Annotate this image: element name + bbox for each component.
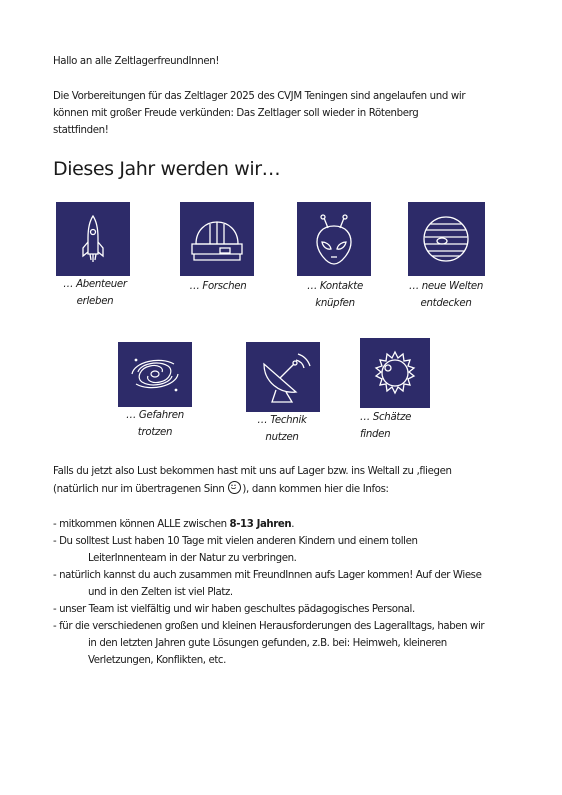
activity-caption-5-line2: trotzen bbox=[137, 427, 173, 438]
activity-caption-7-line1: … Schätze bbox=[360, 412, 412, 423]
activity-caption-4 bbox=[404, 278, 488, 312]
activity-caption-1-line2: erleben bbox=[76, 296, 114, 307]
intro-line-1: Die Vorbereitungen für das Zeltlager 2025 des CVJM Teningen sind angelaufen und wir bbox=[53, 91, 466, 102]
info-intro-line-2 bbox=[53, 481, 389, 498]
activity-caption-3 bbox=[298, 278, 372, 312]
activity-caption-1-line1: … Abenteuer bbox=[63, 279, 127, 290]
activity-caption-6-line2: nutzen bbox=[265, 432, 299, 443]
age-range: 8-13 Jahren bbox=[229, 519, 292, 530]
list-item-5-cont-2: Verletzungen, Konflikten, etc. bbox=[88, 655, 226, 666]
list-item-5-cont-1: in den letzten Jahren gute Lösungen gefunden, z.B. bei: Heimweh, kleineren bbox=[88, 638, 447, 649]
activity-caption-4-line2: entdecken bbox=[420, 298, 472, 309]
list-item-4: - unser Team ist vielfältig und wir haben geschultes pädagogisches Personal. bbox=[53, 604, 415, 615]
list-item-1 bbox=[53, 516, 484, 533]
smiley-icon bbox=[228, 481, 241, 494]
observatory-icon bbox=[180, 202, 254, 276]
section-heading: Dieses Jahr werden wir… bbox=[53, 158, 281, 180]
intro-line-2: können mit großer Freude verkünden: Das Zeltlager soll wieder in Rötenberg bbox=[53, 108, 419, 119]
activity-caption-6-line1: … Technik bbox=[257, 415, 307, 426]
planet-icon bbox=[408, 202, 485, 276]
activity-caption-7 bbox=[360, 409, 434, 443]
sun-icon bbox=[360, 338, 430, 408]
list-item-3: - natürlich kannst du auch zusammen mit FreundInnen aufs Lager kommen! Auf der Wiese bbox=[53, 570, 482, 581]
info-intro-line-1: Falls du jetzt also Lust bekommen hast mit uns auf Lager bzw. ins Weltall zu ‚fliegen bbox=[53, 466, 452, 477]
activity-caption-7-line2: finden bbox=[360, 429, 391, 440]
list-item-2: - Du solltest Lust haben 10 Tage mit vielen anderen Kindern und einem tollen bbox=[53, 536, 418, 547]
activity-caption-3-line1: … Kontakte bbox=[307, 281, 363, 292]
list-item-5: - für die verschiedenen großen und kleinen Herausforderungen des Lageralltags, haben wir bbox=[53, 621, 485, 632]
activity-caption-6 bbox=[245, 412, 319, 446]
activity-caption-4-line1: … neue Welten bbox=[408, 281, 484, 292]
activity-caption-5-line1: … Gefahren bbox=[126, 410, 184, 421]
list-item-2-cont: LeiterInnenteam in der Natur zu verbringen. bbox=[88, 553, 297, 564]
activity-caption-2 bbox=[181, 278, 255, 295]
list-item-1-end: . bbox=[291, 519, 295, 530]
activity-caption-1 bbox=[58, 276, 132, 310]
satellite-dish-icon bbox=[246, 342, 320, 412]
activity-caption-5 bbox=[118, 407, 192, 441]
galaxy-icon bbox=[118, 342, 192, 407]
list-item-1-text: - mitkommen können ALLE zwischen bbox=[53, 519, 230, 530]
rocket-icon bbox=[56, 202, 130, 276]
activity-caption-3-line2: knüpfen bbox=[315, 298, 355, 309]
activity-caption-2-line1: … Forschen bbox=[189, 281, 247, 292]
intro-line-3: stattfinden! bbox=[53, 125, 109, 136]
info-intro-line-2-a: (natürlich nur im übertragenen Sinn bbox=[53, 484, 228, 495]
info-intro-line-2-b: ), dann kommen hier die Infos: bbox=[242, 484, 389, 495]
alien-icon bbox=[297, 202, 371, 276]
list-item-3-cont: und in den Zelten ist viel Platz. bbox=[88, 587, 233, 598]
info-list bbox=[53, 516, 484, 669]
greeting: Hallo an alle ZeltlagerfreundInnen! bbox=[53, 56, 220, 67]
